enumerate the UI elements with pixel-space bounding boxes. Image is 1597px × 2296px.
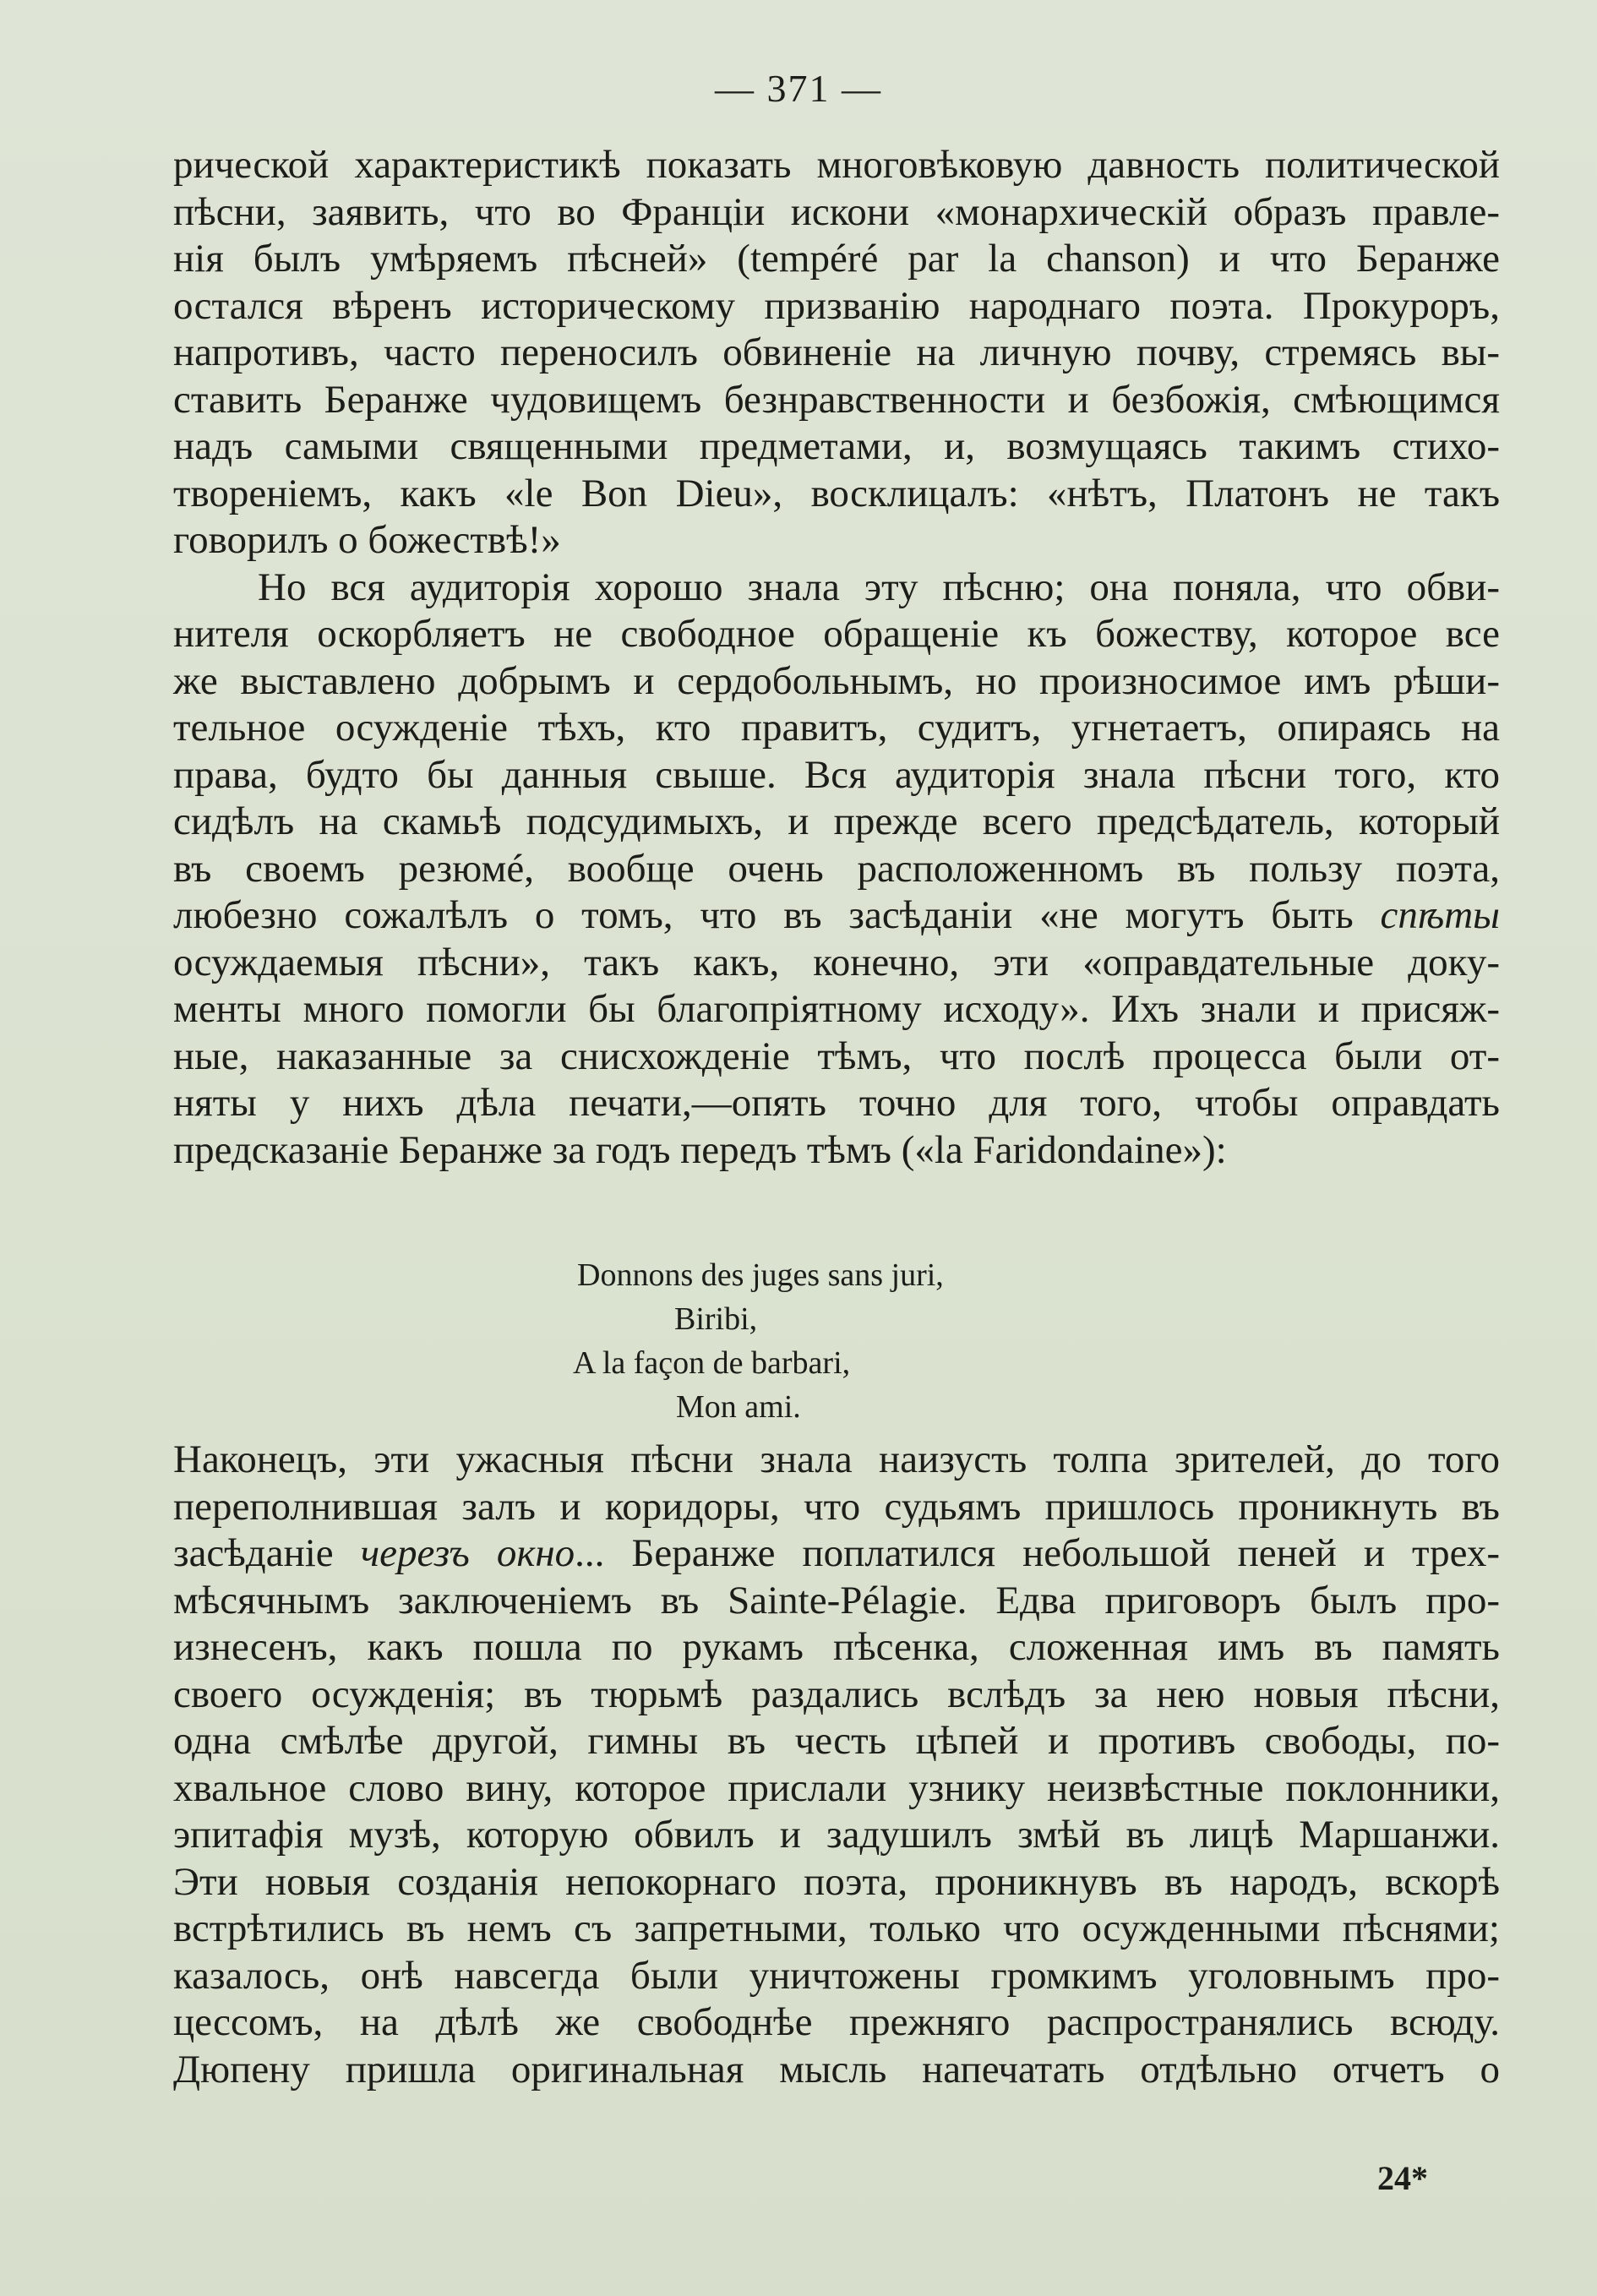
- text-line: пѣсни, заявить, что во Франціи искони «монархическій образъ правле-: [173, 189, 1500, 234]
- text-line: тельное осужденіе тѣхъ, кто правитъ, судитъ, угнетаетъ, опираясь на: [173, 706, 1500, 750]
- text-line: говорилъ о божествѣ!»: [173, 518, 561, 562]
- text-line: въ своемъ резюмé, вообще очень расположенномъ въ пользу поэта,: [173, 846, 1500, 891]
- text-line: хвальное слово вину, которое прислали узнику неизвѣстные поклонники,: [173, 1765, 1500, 1810]
- signature-mark: 24*: [1377, 2159, 1428, 2197]
- text-line: одна смѣлѣе другой, гимны въ честь цѣпей и противъ свободы, по-: [173, 1719, 1500, 1763]
- text-line: Но вся аудиторія хорошо знала эту пѣсню; она поняла, что обви-: [258, 564, 1500, 609]
- text-line: цессомъ, на дѣлѣ же свободнѣе прежняго распространялись всюду.: [173, 2000, 1500, 2044]
- text-line: права, будто бы данныя свыше. Вся аудиторія знала пѣсни того, кто: [173, 752, 1500, 797]
- text-line: своего осужденія; въ тюрьмѣ раздались вслѣдъ за нею новыя пѣсни,: [173, 1672, 1500, 1716]
- text-line: переполнившая залъ и коридоры, что судьямъ пришлось проникнуть въ: [173, 1484, 1500, 1529]
- text-line: нителя оскорбляетъ не свободное обращеніе къ божеству, которое все: [173, 612, 1500, 656]
- text-line: Дюпену пришла оригинальная мысль напечатать отдѣльно отчетъ о: [173, 2047, 1500, 2091]
- italic-word: спѣты: [1380, 893, 1501, 937]
- text-line: остался вѣренъ историческому призванію народнаго поэта. Прокуроръ,: [173, 283, 1500, 328]
- text-line: [173, 892, 1500, 940]
- text-line: рической характеристикѣ показать многовѣковую давность политической: [173, 143, 1500, 187]
- text-line: изнесенъ, какъ пошла по рукамъ пѣсенка, сложенная имъ въ память: [173, 1625, 1500, 1669]
- text-line: няты у нихъ дѣла печати,—опять точно для того, чтобы оправдать: [173, 1081, 1500, 1125]
- text-line: эпитафія музѣ, которую обвилъ и задушилъ змѣй въ лицѣ Маршанжи.: [173, 1813, 1500, 1857]
- text-line: надъ самыми священными предметами, и, возмущаясь такимъ стихо-: [173, 424, 1500, 468]
- text-line: осуждаемыя пѣсни», такъ какъ, конечно, эти «оправдательные доку-: [173, 940, 1500, 984]
- verse-line: Mon ami.: [676, 1389, 801, 1425]
- paragraph-1: [173, 142, 1500, 1174]
- text-line: нія былъ умѣряемъ пѣсней» (tempéré par la chanson) и что Беранже: [173, 237, 1500, 281]
- text-span: засѣданіе: [173, 1531, 361, 1575]
- text-line: предсказаніе Беранже за годъ передъ тѣмъ («la Faridondaine»):: [173, 1127, 1227, 1172]
- text-line: казалось, онѣ навсегда были уничтожены громкимъ уголовнымъ про-: [173, 1953, 1500, 1998]
- text-line: твореніемъ, какъ «le Bon Dieu», восклицалъ: «нѣтъ, Платонъ не такъ: [173, 471, 1500, 515]
- text-line: же выставлено добрымъ и сердобольнымъ, но произносимое имъ рѣши-: [173, 658, 1500, 703]
- text-line: мѣсячнымъ заключеніемъ въ Sainte-Pélagie. Едва приговоръ былъ про-: [173, 1578, 1500, 1622]
- verse-line: A la façon de barbari,: [573, 1345, 851, 1381]
- paragraph-3: [173, 1437, 1500, 2093]
- text-line: [173, 1530, 1500, 1578]
- text-line: менты много помогли бы благопріятному исходу». Ихъ знали и присяж-: [173, 987, 1500, 1031]
- text-line: Наконецъ, эти ужасныя пѣсни знала наизусть толпа зрителей, до того: [173, 1437, 1500, 1481]
- verse-line: Biribi,: [674, 1301, 758, 1337]
- text-line: ставить Беранже чудовищемъ безнравственности и безбожія, смѣющимся: [173, 377, 1500, 422]
- text-line: встрѣтились въ немъ съ запретными, только что осужденными пѣснями;: [173, 1906, 1500, 1950]
- text-line: Эти новыя созданія непокорнаго поэта, проникнувъ въ народъ, вскорѣ: [173, 1859, 1500, 1904]
- text-line: напротивъ, часто переносилъ обвиненіе на личную почву, стремясь вы-: [173, 330, 1500, 374]
- text-line: ные, наказанные за снисхожденіе тѣмъ, что послѣ процесса были от-: [173, 1033, 1500, 1078]
- page-number: — 371 —: [715, 67, 882, 110]
- italic-phrase: черезъ окно: [360, 1531, 575, 1575]
- text-span: любезно сожалѣлъ о томъ, что въ засѣданіи «не могутъ быть: [173, 893, 1354, 937]
- text-span: ... Беранже поплатился небольшой пеней и трех-: [575, 1531, 1501, 1575]
- text-line: сидѣлъ на скамьѣ подсудимыхъ, и прежде всего предсѣдатель, который: [173, 799, 1500, 843]
- verse-line: Donnons des juges sans juri,: [577, 1257, 944, 1293]
